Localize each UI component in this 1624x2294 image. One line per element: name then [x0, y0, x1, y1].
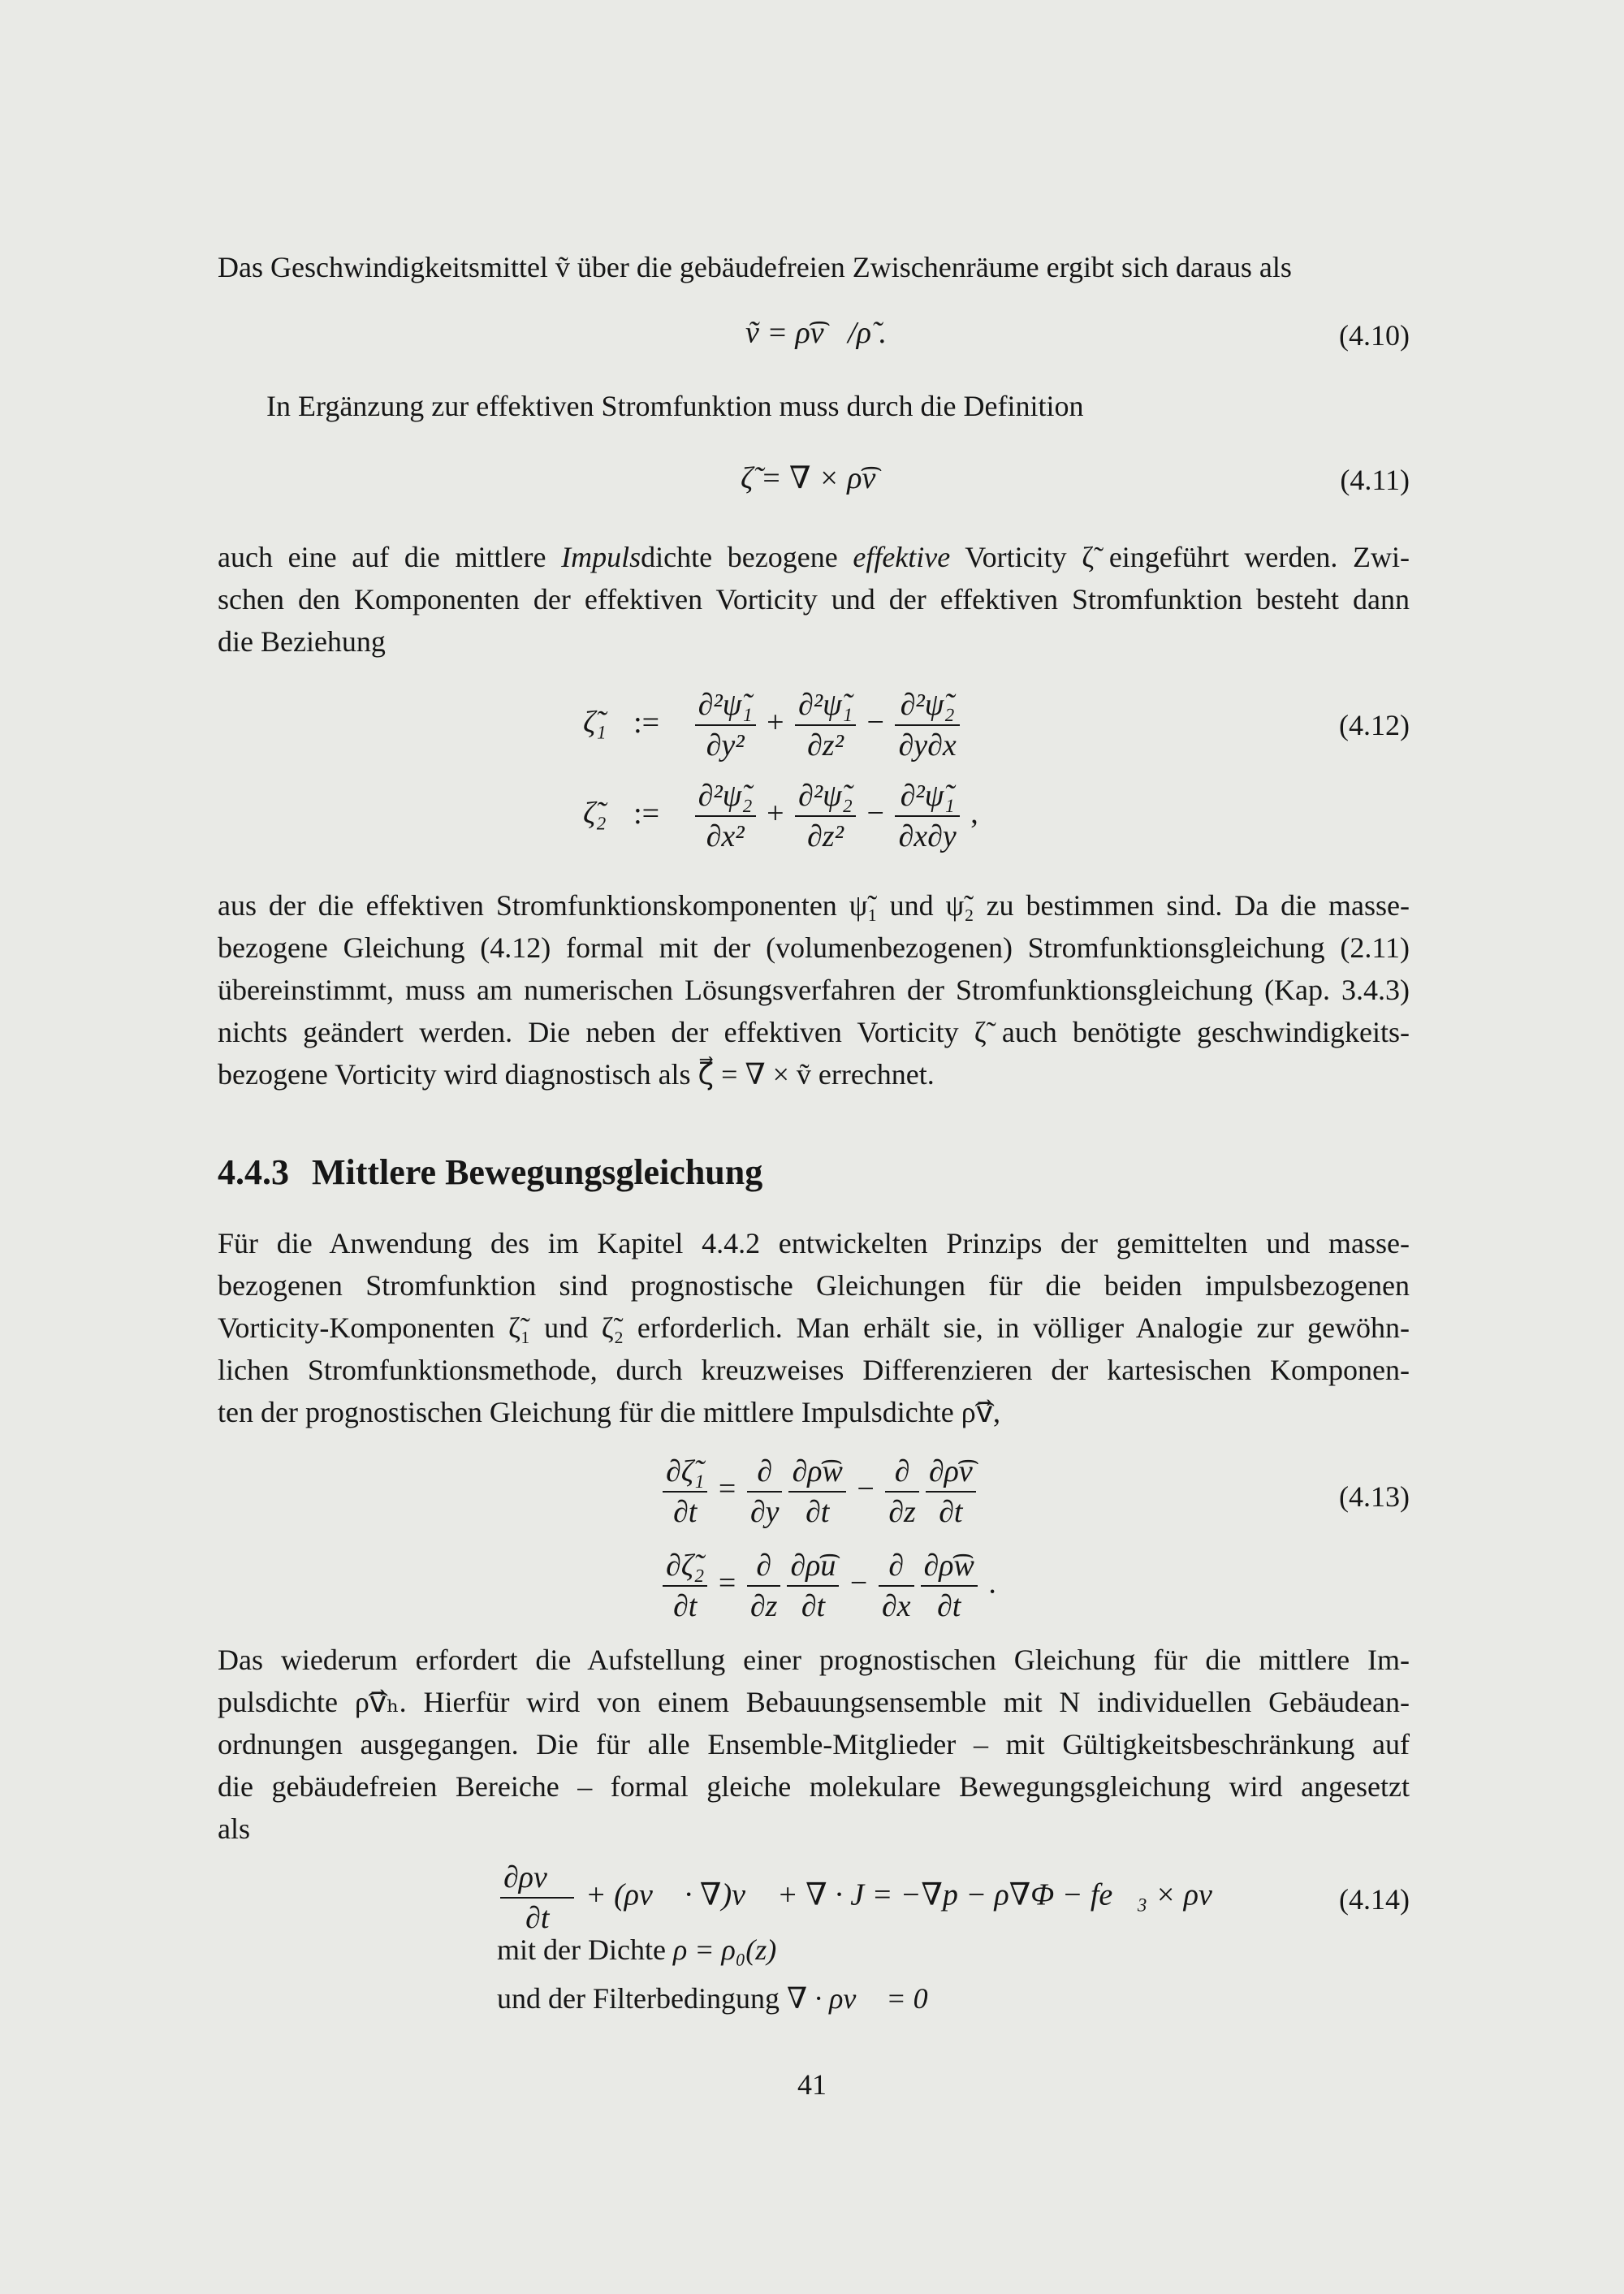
- section-title: Mittlere Bewegungsgleichung: [312, 1152, 763, 1192]
- section-number: 4.4.3: [218, 1152, 289, 1192]
- text-line: Vorticity-Komponenten ζ̃₁ und ζ̃₂ erforderlich. Man erhält sie, in völliger Analogie zur gewöhn-: [218, 1311, 1410, 1344]
- equation-4-14: $\frac{\partial\rho v⃗}{\partial t}$ + (ρv⃗ · ∇)v⃗ + ∇ · J = −∇p − ρ∇Φ − fe⃗₃ × ρv⃗: [497, 1860, 1236, 1936]
- text-line: ordnungen ausgegangen. Die für alle Ensemble-Mitglieder – mit Gültigkeitsbeschränkung auf: [218, 1728, 1410, 1760]
- page-number: 41: [797, 2068, 827, 2101]
- equation-number-4-14: (4.14): [1339, 1883, 1410, 1916]
- equation-4-11: ζ̃ = ∇ × ρ͡v⃗: [741, 461, 900, 495]
- text-line: die gebäudefreien Bereiche – formal gleiche molekulare Bewegungsgleichung wird angesetzt: [218, 1770, 1410, 1803]
- text-line: Für die Anwendung des im Kapitel 4.4.2 entwickelten Prinzips der gemittelten und masse-: [218, 1227, 1410, 1259]
- equation-4-13-row1: $\frac{\text{∂ζ̃₁}}{\partial t}$ = $\frac{\partial}{\partial y}$ $\frac{\partial\rho͡w}{\partial t}$ − $\frac{\partial}{\partial z}$ $\frac{\partial\rho͡v}{\partial t}$: [659, 1454, 979, 1530]
- paragraph-prognostic: [218, 1222, 1410, 1433]
- equation-number-4-11: (4.11): [1340, 464, 1410, 496]
- text-line: als: [218, 1812, 250, 1845]
- text-line: bezogene Vorticity wird diagnostisch als ζ⃗ = ∇ × ṽ errechnet.: [218, 1058, 935, 1091]
- text-line: die Beziehung: [218, 625, 386, 658]
- paragraph-effective-vorticity: [218, 536, 1410, 663]
- equation-4-10: ṽ = ρ͡v⃗/ρ̃ .: [745, 316, 887, 350]
- equation-number-4-12: (4.12): [1339, 709, 1410, 741]
- text-line: pulsdichte ρ͡v⃗ₕ. Hierfür wird von einem Bebauungsensemble mit N individuellen Gebäudean-: [218, 1686, 1410, 1718]
- equation-4-14-condition-filter: und der Filterbedingung ∇ · ρv⃗ = 0: [497, 1982, 928, 2015]
- text-line: Das Geschwindigkeitsmittel ṽ über die gebäudefreien Zwischenräume ergibt sich daraus als: [218, 251, 1292, 283]
- text-line: lichen Stromfunktionsmethode, durch kreuzweises Differenzieren der kartesischen Komponen-: [218, 1354, 1410, 1386]
- text-line: bezogenen Stromfunktion sind prognostische Gleichungen für die beiden impulsbezogenen: [218, 1269, 1410, 1302]
- text-line: bezogene Gleichung (4.12) formal mit der (volumenbezogenen) Stromfunktionsgleichung (2.11): [218, 931, 1410, 964]
- paragraph-intro: [218, 246, 1410, 288]
- text-line: Das wiederum erfordert die Aufstellung einer prognostischen Gleichung für die mittlere Im-: [218, 1644, 1410, 1676]
- equation-number-4-10: (4.10): [1339, 319, 1410, 352]
- paragraph-ensemble: [218, 1639, 1410, 1850]
- text-line: übereinstimmt, muss am numerischen Lösungsverfahren der Stromfunktionsgleichung (Kap. 3.4.3): [218, 974, 1410, 1006]
- equation-4-13-row2: $\frac{\text{∂ζ̃₂}}{\partial t}$ = $\frac{\partial}{\partial z}$ $\frac{\partial\rho͡u}{\partial t}$ − $\frac{\partial}{\partial x}$ $\frac{\partial\rho͡w}{\partial t}$ .: [659, 1548, 996, 1624]
- paragraph-stream-components: [218, 884, 1410, 1095]
- text-line: ten der prognostischen Gleichung für die mittlere Impulsdichte ρ͡v⃗,: [218, 1396, 1001, 1428]
- equation-number-4-13: (4.13): [1339, 1480, 1410, 1513]
- text-line: nichts geändert werden. Die neben der effektiven Vorticity ζ̃ auch benötigte geschwindigkeits-: [218, 1016, 1410, 1048]
- equation-4-12-row2: ζ̃₂ := $\frac{\text{∂²ψ̃₂}}{\text{∂x²}}$ + $\frac{\text{∂²ψ̃₂}}{\text{∂z²}}$ − $\frac{\text{∂²ψ̃₁}}{\partial x\partial y}$ ,: [583, 779, 978, 853]
- paragraph-definition: [218, 385, 1410, 427]
- section-heading: [218, 1151, 762, 1193]
- text-line: In Ergänzung zur effektiven Stromfunktion muss durch die Definition: [266, 390, 1084, 422]
- text-line: aus der die effektiven Stromfunktionskomponenten ψ̃₁ und ψ̃₂ zu bestimmen sind. Da die masse-: [218, 889, 1410, 922]
- equation-4-12-row1: ζ̃₁ := $\frac{\text{∂²ψ̃₁}}{\text{∂y²}}$ + $\frac{\text{∂²ψ̃₁}}{\text{∂z²}}$ − $\frac{\text{∂²ψ̃₂}}{\partial y\partial x}$: [583, 687, 963, 763]
- text-line: auch eine auf die mittlere Impulsdichte bezogene effektive Vorticity ζ̃ eingeführt werden. Zwi-: [218, 541, 1410, 573]
- equation-4-14-condition-density: mit der Dichte ρ = ρ₀(z): [497, 1933, 777, 1966]
- text-line: schen den Komponenten der effektiven Vorticity und der effektiven Stromfunktion besteht dann: [218, 583, 1410, 616]
